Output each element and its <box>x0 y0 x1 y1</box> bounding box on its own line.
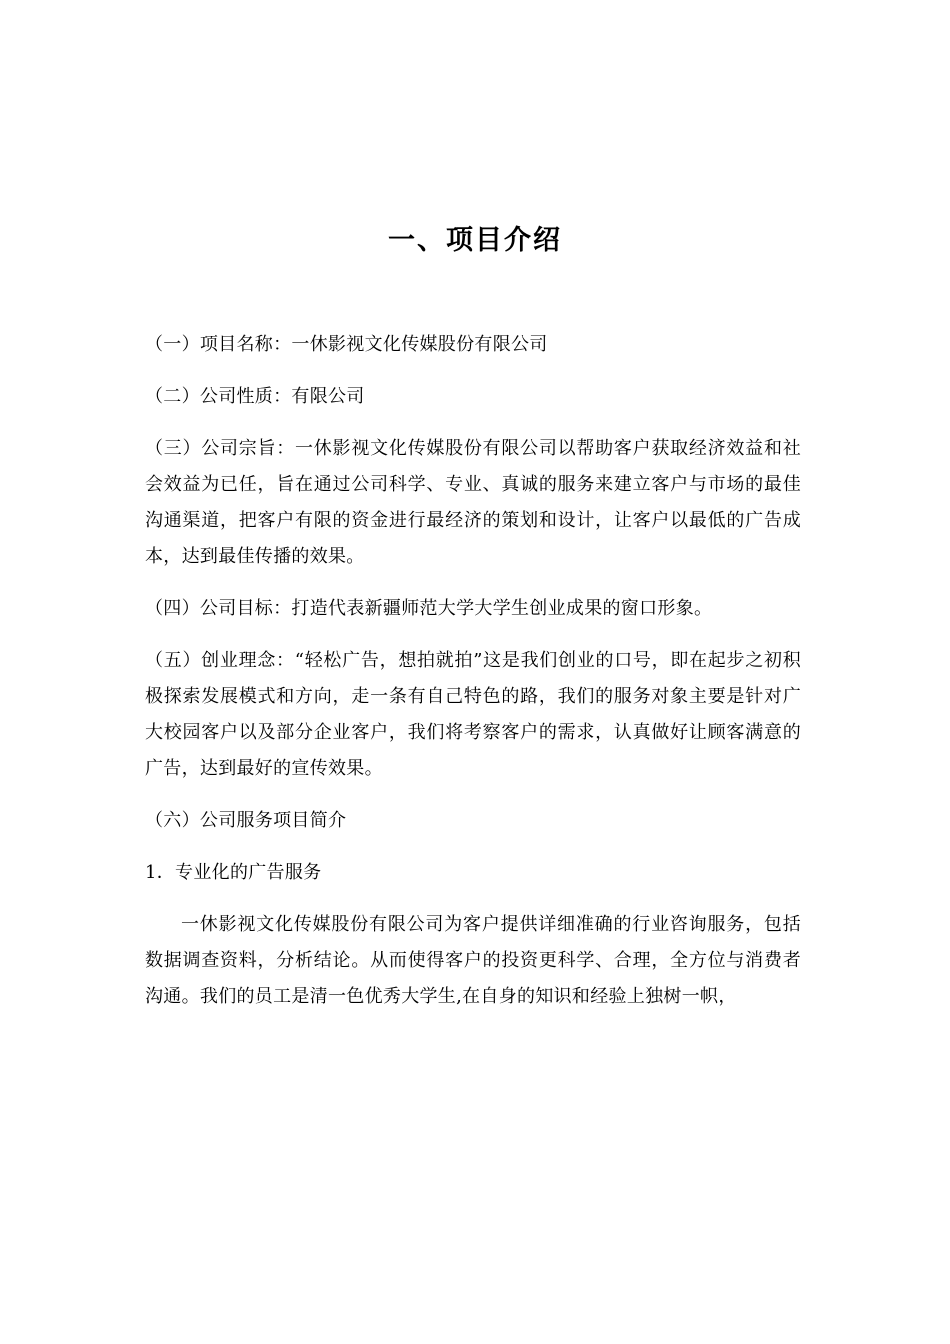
service-item-heading: 1．专业化的广告服务 <box>145 862 322 883</box>
project-name-line: （一）项目名称：一休影视文化传媒股份有限公司 <box>145 334 548 355</box>
services-heading: （六）公司服务项目简介 <box>145 810 347 831</box>
page-title: 一、项目介绍 <box>388 225 562 256</box>
company-purpose-paragraph: （三）公司宗旨：一休影视文化传媒股份有限公司以帮助客户获取经济效益和社会效益为已任，旨在通过公司科学、专业、真诚的服务来建立客户与市场的最佳沟通渠道，把客户有限的资金进行最经济的策划和设计，让客户以最低的广告成本，达到最佳传播的效果。 <box>145 438 801 567</box>
company-goal-line: （四）公司目标：打造代表新疆师范大学大学生创业成果的窗口形象。 <box>145 598 713 619</box>
business-philosophy-paragraph: （五）创业理念：“轻松广告，想拍就拍”这是我们创业的口号，即在起步之初积极探索发展模式和方向，走一条有自己特色的路，我们的服务对象主要是针对广大校园客户以及部分企业客户，我们将考察客户的需求，认真做好让顾客满意的广告，达到最好的宣传效果。 <box>145 650 801 779</box>
company-type-line: （二）公司性质：有限公司 <box>145 386 365 407</box>
document-body <box>145 327 801 1031</box>
service-description-paragraph: 一休影视文化传媒股份有限公司为客户提供详细准确的行业咨询服务，包括数据调查资料，分析结论。从而使得客户的投资更科学、合理，全方位与消费者沟通。我们的员工是清一色优秀大学生,在自身的知识和经验上独树一帜， <box>145 914 801 1007</box>
